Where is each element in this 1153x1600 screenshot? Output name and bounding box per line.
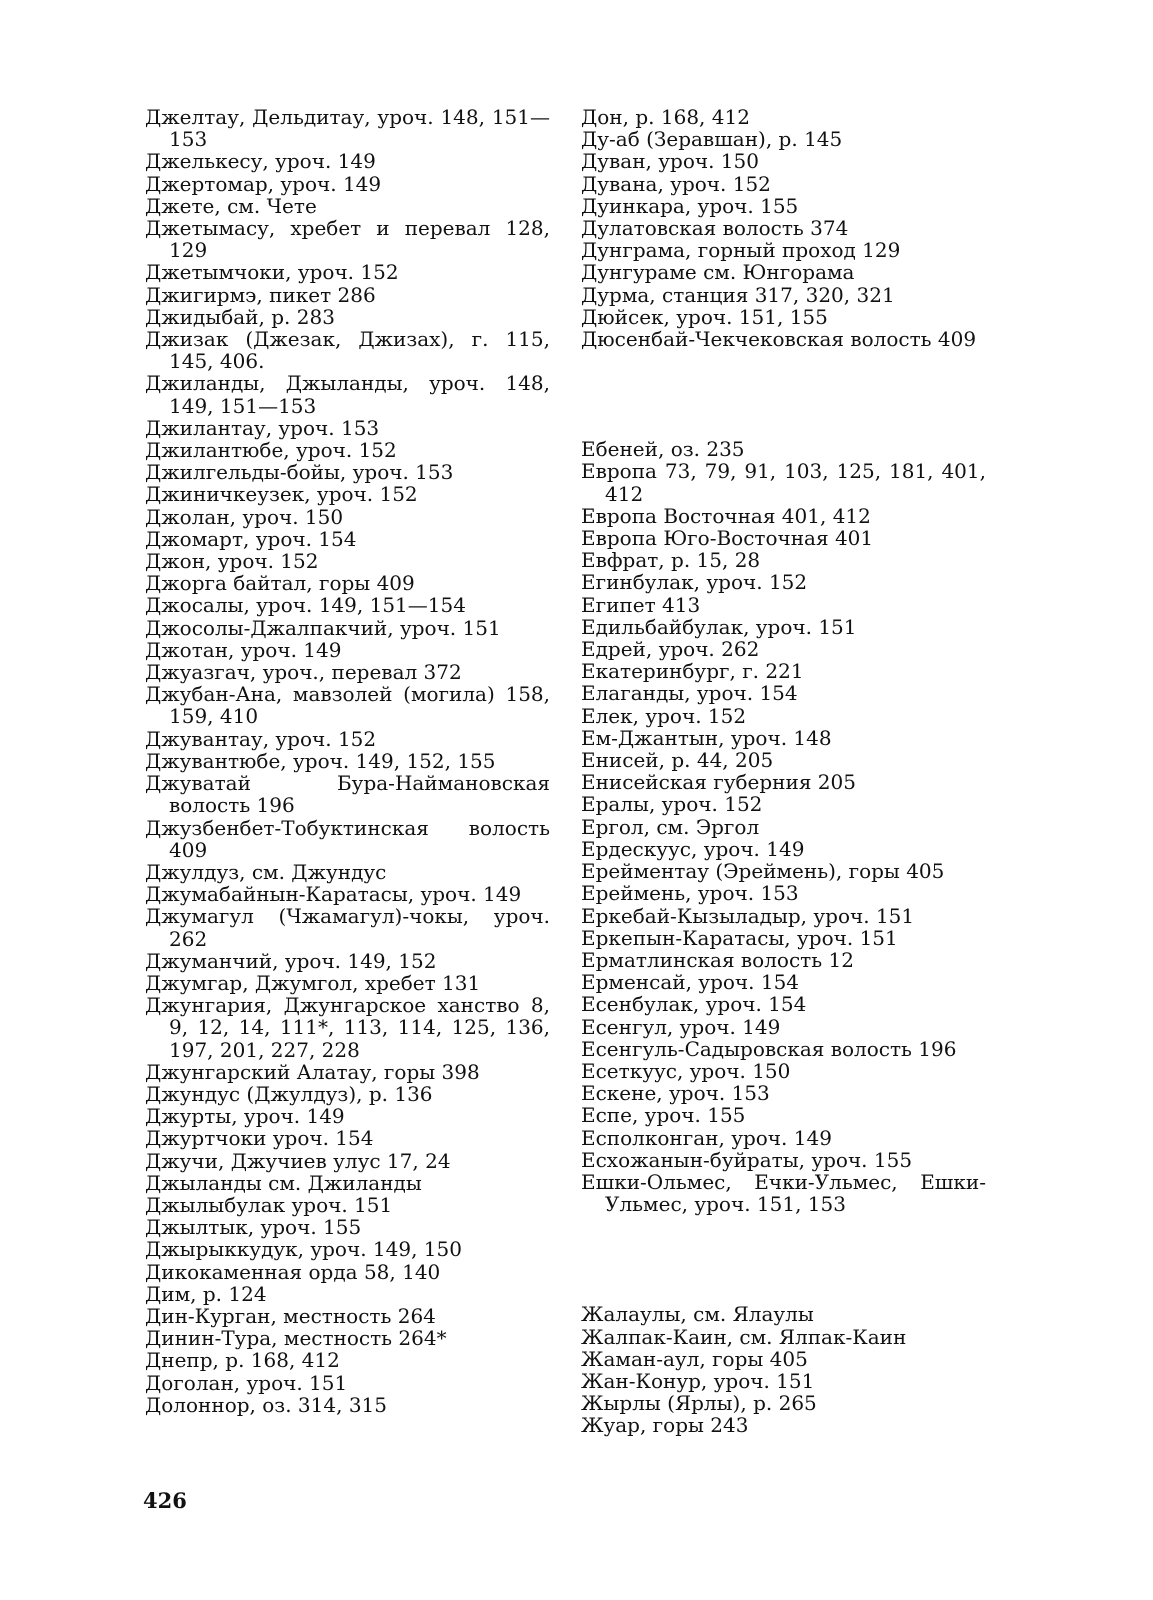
index-entry: Джигирмэ, пикет 286 xyxy=(145,282,376,307)
index-entry: Европа Восточная 401, 412 xyxy=(581,503,871,528)
index-entry: Джете, см. Чете xyxy=(145,193,317,218)
index-entry: Джелтау, Дельдитау, уроч. 148, 151—153 xyxy=(145,105,550,152)
index-entry: Джуманчий, уроч. 149, 152 xyxy=(145,948,437,973)
index-entry: Ерматлинская волость 12 xyxy=(581,947,854,972)
index-entry: Ереймень, уроч. 153 xyxy=(581,881,799,906)
index-entry: Ебеней, оз. 235 xyxy=(581,437,745,462)
index-entry: Джон, уроч. 152 xyxy=(145,549,319,574)
index-entry: Дунграма, горный проход 129 xyxy=(581,238,901,263)
index-entry: Джизак (Джезак, Джизах), г. 115, 145, 406. xyxy=(145,327,550,374)
index-entry: Ергол, см. Эргол xyxy=(581,814,760,839)
index-entry: Джуазгач, уроч., перевал 372 xyxy=(145,660,462,685)
index-entry: Джумгар, Джумгол, хребет 131 xyxy=(145,970,481,995)
index-entry: Дуван, уроч. 150 xyxy=(581,149,759,174)
index-entry: Ерейментау (Эреймень), горы 405 xyxy=(581,859,945,884)
index-entry: Енисейская губерния 205 xyxy=(581,770,856,795)
index-entry: Джувантюбе, уроч. 149, 152, 155 xyxy=(145,748,496,773)
index-entry: Ердескуус, уроч. 149 xyxy=(581,836,805,861)
index-entry: Джурты, уроч. 149 xyxy=(145,1104,345,1129)
page-number: 426 xyxy=(143,1488,187,1513)
index-section-e xyxy=(581,438,986,1215)
index-entry: Джыланды см. Джиланды xyxy=(145,1170,422,1195)
section-spacer xyxy=(581,350,986,438)
index-entry: Джолан, уроч. 150 xyxy=(145,504,344,529)
index-entry: Джосолы-Джалпакчий, уроч. 151 xyxy=(145,615,501,640)
index-entry: Дюсенбай-Чекчековская волость 409 xyxy=(581,327,977,352)
index-entry: Екатеринбург, г. 221 xyxy=(581,659,804,684)
index-entry: Динин-Тура, местность 264* xyxy=(145,1326,447,1351)
index-entry: Доголан, уроч. 151 xyxy=(145,1370,348,1395)
index-entry: Джилантау, уроч. 153 xyxy=(145,415,380,440)
index-entry: Дим, р. 124 xyxy=(145,1281,267,1306)
index-section-zh xyxy=(581,1303,986,1436)
index-entry: Джетымчоки, уроч. 152 xyxy=(145,260,399,285)
index-entry: Елаганды, уроч. 154 xyxy=(581,681,798,706)
index-entry: Джуртчоки уроч. 154 xyxy=(145,1126,374,1151)
index-entry: Джертомар, уроч. 149 xyxy=(145,171,382,196)
index-entry: Жырлы (Ярлы), р. 265 xyxy=(581,1391,817,1416)
index-entry: Еркепын-Каратасы, уроч. 151 xyxy=(581,925,898,950)
index-entry: Евфрат, р. 15, 28 xyxy=(581,548,761,573)
index-entry: Дувана, уроч. 152 xyxy=(581,171,771,196)
index-entry: Ескене, уроч. 153 xyxy=(581,1081,770,1106)
index-entry: Джучи, Джучиев улус 17, 24 xyxy=(145,1148,451,1173)
index-entry: Джетымасу, хребет и перевал 128, 129 xyxy=(145,216,550,263)
index-entry: Ешки-Ольмес, Ечки-Ульмес, Ешки-Ульмес, уроч. 151, 153 xyxy=(581,1169,986,1217)
index-entry: Египет 413 xyxy=(581,592,701,617)
index-entry: Есенбулак, уроч. 154 xyxy=(581,992,807,1017)
index-entry: Еспе, уроч. 155 xyxy=(581,1103,746,1128)
index-entry: Дикокаменная орда 58, 140 xyxy=(145,1259,441,1284)
index-entry: Дурма, станция 317, 320, 321 xyxy=(581,282,895,307)
index-entry: Джумагул (Чжамагул)-чокы, уроч. 262 xyxy=(145,904,550,951)
index-entry: Ералы, уроч. 152 xyxy=(581,792,763,817)
index-entry: Джомарт, уроч. 154 xyxy=(145,526,357,551)
index-entry: Еркебай-Кызыладыр, уроч. 151 xyxy=(581,903,915,928)
index-entry: Ем-Джантын, уроч. 148 xyxy=(581,725,832,750)
index-entry: Ду-аб (Зеравшан), р. 145 xyxy=(581,127,843,152)
index-entry: Джубан-Ана, мавзолей (могила) 158, 159, 410 xyxy=(145,682,550,729)
index-entry: Дуинкара, уроч. 155 xyxy=(581,193,799,218)
index-section-d xyxy=(581,106,986,350)
index-entry: Едрей, уроч. 262 xyxy=(581,637,760,662)
index-entry: Джуватай Бура-Наймановская волость 196 xyxy=(145,771,550,818)
index-entry: Днепр, р. 168, 412 xyxy=(145,1348,340,1373)
index-entry: Европа 73, 79, 91, 103, 125, 181, 401, 412 xyxy=(581,459,986,506)
index-entry: Джилантюбе, уроч. 152 xyxy=(145,438,397,463)
index-entry: Джидыбай, р. 283 xyxy=(145,304,335,329)
index-entry: Джундус (Джулдуз), р. 136 xyxy=(145,1081,433,1106)
index-entry: Джиланды, Джыланды, уроч. 148, 149, 151—153 xyxy=(145,371,550,418)
index-entry: Есенгул, уроч. 149 xyxy=(581,1014,781,1039)
index-entry: Джосалы, уроч. 149, 151—154 xyxy=(145,593,466,618)
index-entry: Джузбенбет-Тобуктинская волость 409 xyxy=(145,815,550,862)
index-entry: Дон, р. 168, 412 xyxy=(581,105,750,129)
index-entry: Дюйсек, уроч. 151, 155 xyxy=(581,304,828,329)
index-entry: Едильбайбулак, уроч. 151 xyxy=(581,614,857,639)
index-entry: Есеткуус, уроч. 150 xyxy=(581,1058,791,1083)
index-entry: Дунгураме см. Юнгорама xyxy=(581,260,855,285)
index-entry: Джилгельды-бойы, уроч. 153 xyxy=(145,460,454,485)
index-entry: Есполконган, уроч. 149 xyxy=(581,1125,832,1150)
index-entry: Елек, уроч. 152 xyxy=(581,703,747,728)
index-entry: Долоннор, оз. 314, 315 xyxy=(145,1392,387,1417)
index-entry: Дин-Курган, местность 264 xyxy=(145,1303,436,1328)
index-entry: Есхожанын-буйраты, уроч. 155 xyxy=(581,1147,913,1172)
index-entry: Джиничкеузек, уроч. 152 xyxy=(145,482,418,507)
index-entry: Джотан, уроч. 149 xyxy=(145,637,342,662)
index-entry: Жалпак-Каин, см. Ялпак-Каин xyxy=(581,1324,907,1349)
index-entry: Джумабайнын-Каратасы, уроч. 149 xyxy=(145,882,522,907)
index-entry: Джырыккудук, уроч. 149, 150 xyxy=(145,1237,462,1262)
index-entry: Жалаулы, см. Ялаулы xyxy=(581,1302,814,1327)
index-entry: Ерменсай, уроч. 154 xyxy=(581,970,800,995)
index-entry: Жуар, горы 243 xyxy=(581,1413,749,1438)
index-entry: Егинбулак, уроч. 152 xyxy=(581,570,808,595)
index-entry: Джунгарский Алатау, горы 398 xyxy=(145,1059,480,1084)
index-entry: Джулдуз, см. Джундус xyxy=(145,859,387,884)
index-entry: Енисей, р. 44, 205 xyxy=(581,748,774,773)
index-entry: Европа Юго-Восточная 401 xyxy=(581,526,874,551)
index-entry: Жаман-аул, горы 405 xyxy=(581,1346,808,1371)
index-entry: Есенгуль-Садыровская волость 196 xyxy=(581,1036,957,1061)
index-entry: Джувантау, уроч. 152 xyxy=(145,726,377,751)
index-entry: Джелькесу, уроч. 149 xyxy=(145,149,376,174)
index-entry: Джылтык, уроч. 155 xyxy=(145,1215,362,1240)
index-entry: Джунгария, Джунгарское ханство 8, 9, 12, 14, 111*, 113, 114, 125, 136, 197, 201, 227, 228 xyxy=(145,993,550,1062)
index-entry: Джорга байтал, горы 409 xyxy=(145,571,415,596)
index-column-left xyxy=(145,106,550,1416)
index-entry: Дулатовская волость 374 xyxy=(581,216,849,241)
index-entry: Жан-Конур, уроч. 151 xyxy=(581,1368,815,1393)
index-entry: Джылыбулак уроч. 151 xyxy=(145,1192,393,1217)
section-spacer xyxy=(581,1215,986,1303)
index-column-right xyxy=(581,106,986,1437)
